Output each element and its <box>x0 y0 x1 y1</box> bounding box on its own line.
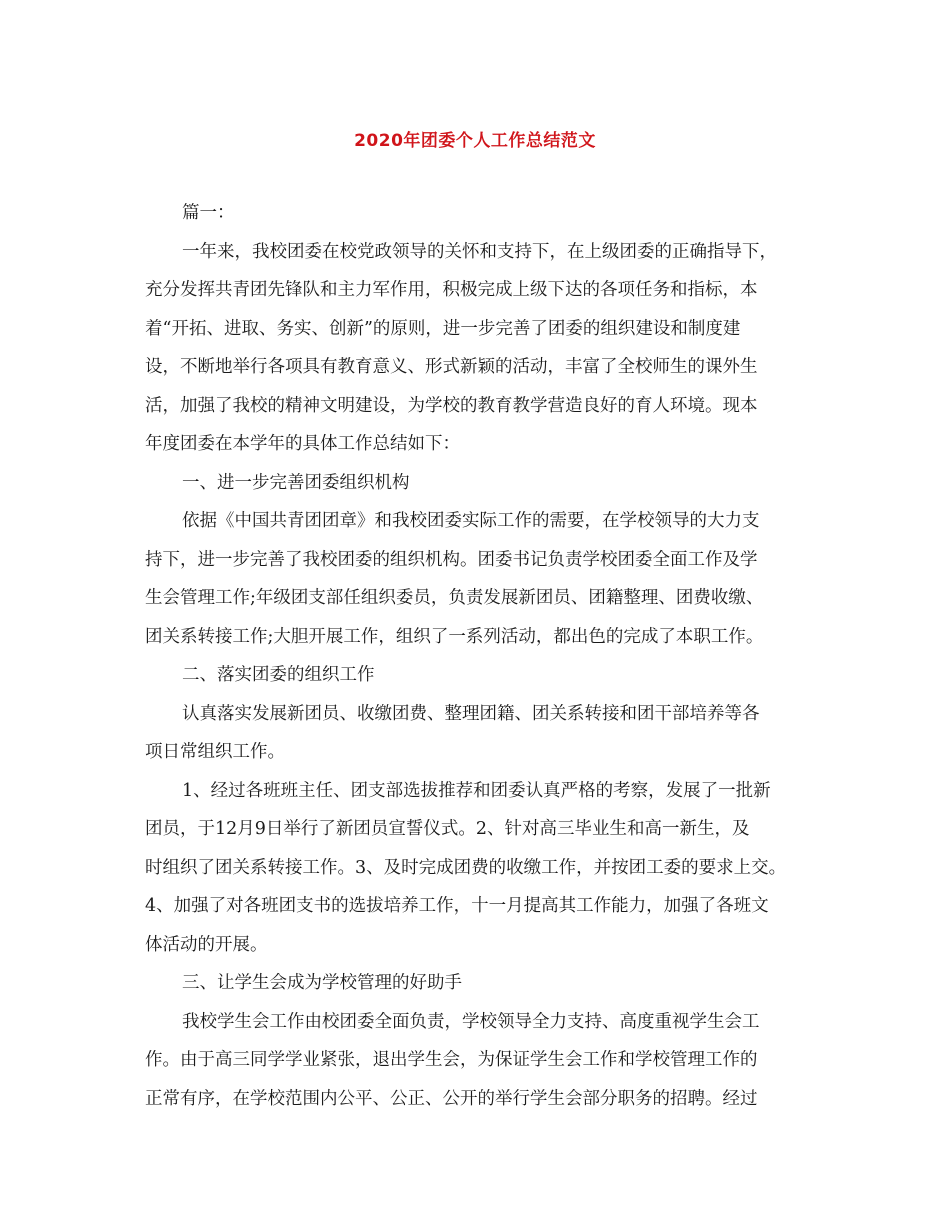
paragraph-line: 生会管理工作;年级团支部任组织委员，负责发展新团员、团籍整理、团费收缴、 <box>145 588 764 608</box>
document-body <box>145 194 820 1118</box>
paragraph-line: 一年来，我校团委在校党政领导的关怀和支持下，在上级团委的正确指导下， <box>182 241 777 262</box>
section-heading: 一、进一步完善团委组织机构 <box>182 472 410 493</box>
paragraph-line: 充分发挥共青团先锋队和主力军作用，积极完成上级下达的各项任务和指标，本 <box>145 280 758 300</box>
paragraph-line: 我校学生会工作由校团委全面负责，学校领导全力支持、高度重视学生会工 <box>182 1011 760 1032</box>
paragraph-line: 年度团委在本学年的具体工作总结如下： <box>145 434 460 454</box>
paragraph-line: 时组织了团关系转接工作。3、及时完成团费的收缴工作，并按团工委的要求上交。 <box>145 857 787 878</box>
paragraph-line: 活，加强了我校的精神文明建设，为学校的教育教学营造良好的育人环境。现本 <box>145 395 758 416</box>
section-heading: 篇一： <box>182 203 235 223</box>
paragraph-line: 认真落实发展新团员、收缴团费、整理团籍、团关系转接和团干部培养等各 <box>182 703 760 724</box>
paragraph-line: 体活动的开展。 <box>145 934 268 955</box>
section-heading: 二、落实团委的组织工作 <box>182 665 375 685</box>
paragraph-line: 作。由于高三同学学业紧张，退出学生会，为保证学生会工作和学校管理工作的 <box>145 1050 758 1070</box>
paragraph-line: 依据《中国共青团团章》和我校团委实际工作的需要，在学校领导的大力支 <box>182 511 760 531</box>
paragraph-line: 持下，进一步完善了我校团委的组织机构。团委书记负责学校团委全面工作及学 <box>145 549 758 570</box>
paragraph-line: 4、加强了对各班团支书的选拔培养工作，十一月提高其工作能力，加强了各班文 <box>145 896 769 916</box>
section-heading: 三、让学生会成为学校管理的好助手 <box>182 973 462 993</box>
document-title: 2020年团委个人工作总结范文 <box>354 131 596 151</box>
paragraph-line: 项日常组织工作。 <box>145 742 285 762</box>
paragraph-line: 着“开拓、进取、务实、创新”的原则，进一步完善了团委的组织建设和制度建 <box>145 318 741 339</box>
paragraph-line: 团员，于12月9日举行了新团员宣誓仪式。2、针对高三毕业生和高一新生，及 <box>145 819 750 839</box>
paragraph-line: 团关系转接工作;大胆开展工作，组织了一系列活动，都出色的完成了本职工作。 <box>145 626 764 647</box>
paragraph-line: 设，不断地举行各项具有教育意义、形式新颖的活动，丰富了全校师生的课外生 <box>145 357 758 377</box>
paragraph-line: 正常有序，在学校范围内公平、公正、公开的举行学生会部分职务的招聘。经过 <box>145 1088 758 1109</box>
paragraph-line: 1、经过各班班主任、团支部选拔推荐和团委认真严格的考察，发展了一批新 <box>182 780 771 801</box>
